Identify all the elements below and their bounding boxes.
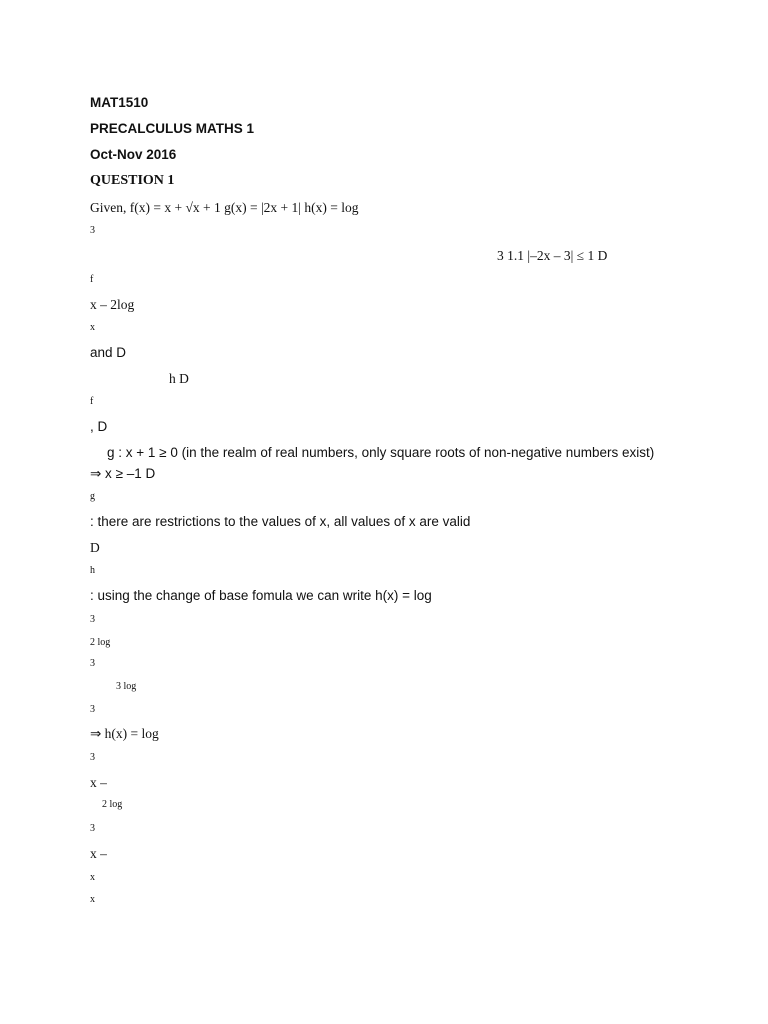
g-domain-condition: g : x + 1 ≥ 0 (in the realm of real numbers, only square roots of non-negative numbers exist): [107, 445, 655, 460]
implies-h-line: ⇒ h(x) = log: [90, 726, 159, 741]
subscript-3-e: 3: [90, 752, 95, 763]
two-log-b: 2 log: [102, 799, 123, 810]
subscript-f-2: f: [90, 396, 94, 407]
x-minus-a: x –: [90, 775, 107, 790]
subscript-3-f: 3: [90, 823, 95, 834]
subscript-x: x: [90, 322, 95, 333]
comma-d-line: , D: [90, 419, 108, 434]
course-name: PRECALCULUS MATHS 1: [90, 121, 255, 136]
restrictions-line: : there are restrictions to the values of x, all values of x are valid: [90, 514, 471, 529]
question-heading: QUESTION 1: [90, 173, 175, 188]
course-code: MAT1510: [90, 95, 149, 110]
subscript-f: f: [90, 274, 94, 285]
subscript-3-b: 3: [90, 614, 95, 625]
subscript-x-2: x: [90, 872, 95, 883]
subscript-h: h: [90, 565, 95, 576]
subscript-3: 3: [90, 225, 95, 236]
two-log-a: 2 log: [90, 637, 111, 648]
subscript-3-d: 3: [90, 704, 95, 715]
question-1-1-line: 3 1.1 |–2x – 3| ≤ 1 D: [497, 248, 608, 263]
x-minus-2log-line: x – 2log: [90, 297, 135, 312]
d-line: D: [90, 540, 100, 555]
given-functions-line: Given, f(x) = x + √x + 1 g(x) = |2x + 1| h(x) = log: [90, 200, 359, 215]
implies-x-ge-minus1: ⇒ x ≥ –1 D: [90, 466, 156, 481]
h-d-line: h D: [169, 371, 189, 386]
change-of-base-line: : using the change of base fomula we can write h(x) = log: [90, 588, 432, 603]
and-d-line: and D: [90, 345, 127, 360]
x-minus-b: x –: [90, 846, 107, 861]
subscript-x-3: x: [90, 894, 95, 905]
subscript-g: g: [90, 491, 95, 502]
three-log: 3 log: [116, 681, 137, 692]
exam-period: Oct-Nov 2016: [90, 147, 177, 162]
subscript-3-c: 3: [90, 658, 95, 669]
